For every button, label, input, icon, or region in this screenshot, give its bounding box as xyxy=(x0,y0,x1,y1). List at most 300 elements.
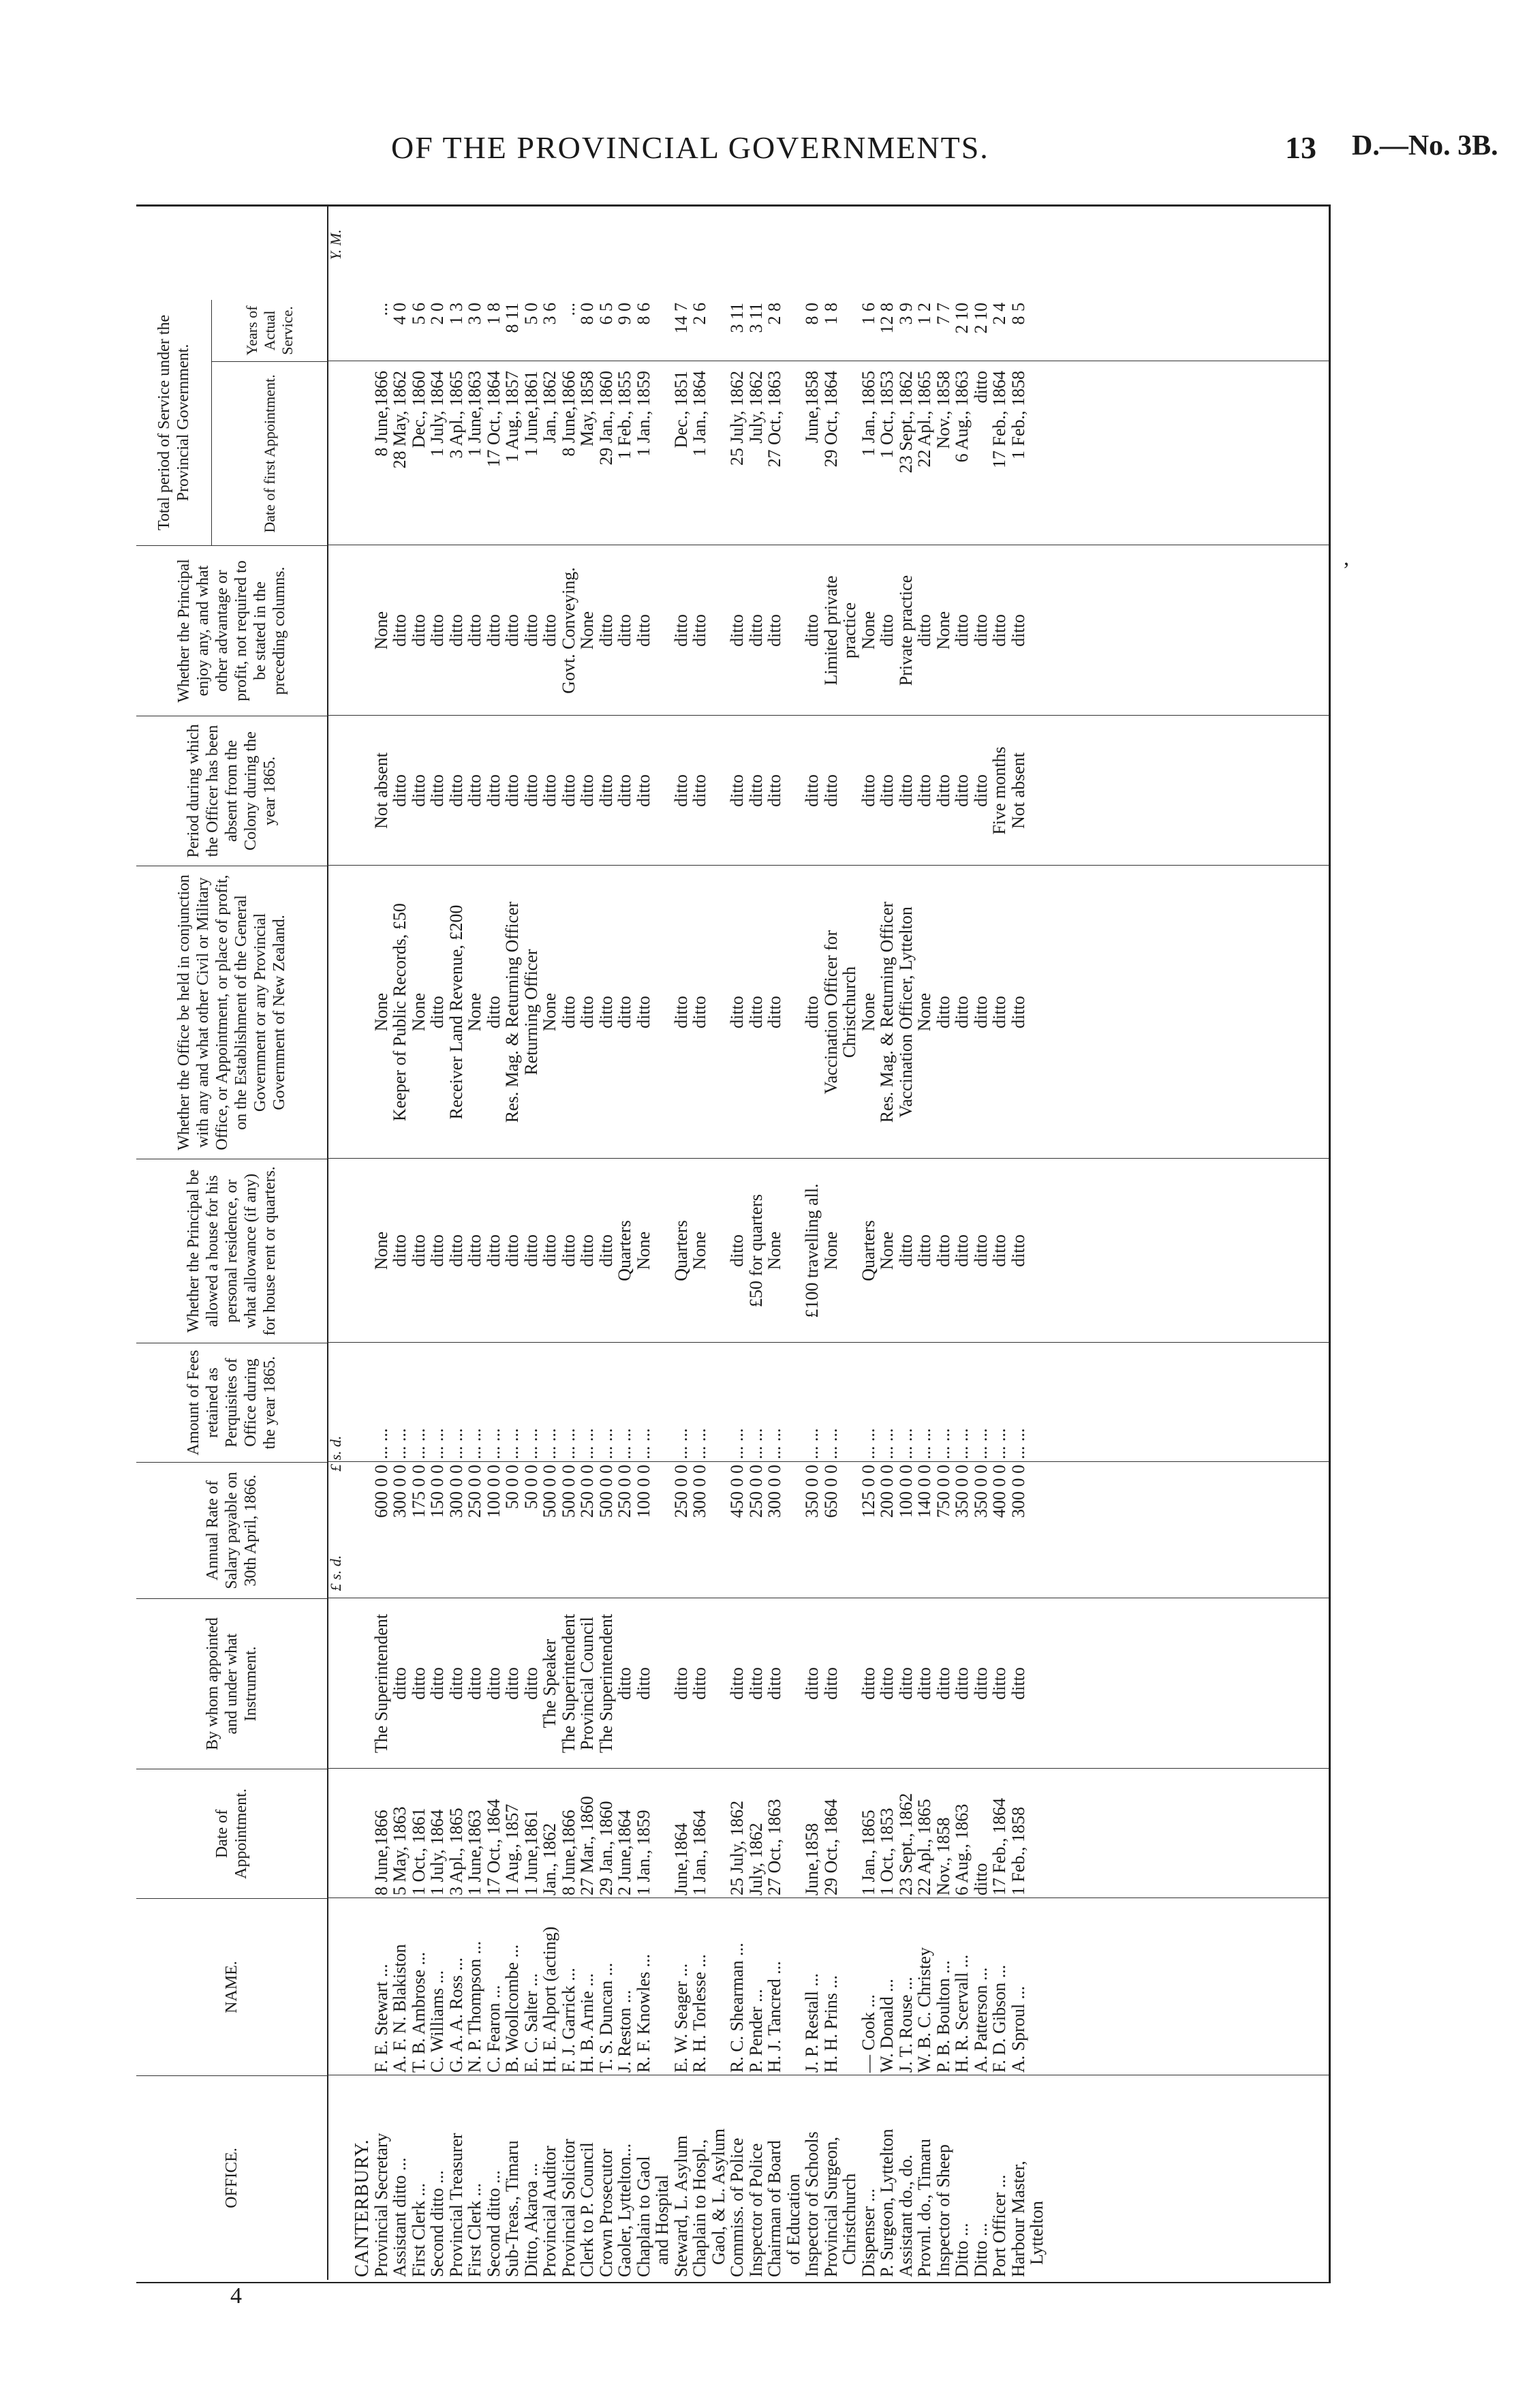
table-row xyxy=(878,204,897,2280)
cell-adv xyxy=(353,545,372,716)
cell-by: ditto xyxy=(465,1667,484,1700)
cell-date: 6 Aug., 1863 xyxy=(952,1803,972,1895)
cell-other: ditto xyxy=(558,996,578,1028)
cell-salary: 300 0 0 xyxy=(446,1465,466,1518)
cell-office: CANTERBURY. xyxy=(352,2139,373,2277)
cell-date: 1 Aug., 1857 xyxy=(502,1803,522,1895)
cell-other: None xyxy=(371,992,391,1032)
cell-first: 8 June,1866 xyxy=(558,371,578,457)
cell-adv: ditto xyxy=(596,614,616,647)
cell-absent: ditto xyxy=(502,774,522,807)
cell-salary: 500 0 0 xyxy=(558,1465,578,1518)
cell-by: ditto xyxy=(895,1667,916,1700)
cell-salary: 125 0 0 xyxy=(858,1465,878,1518)
cell-by: ditto xyxy=(858,1667,878,1700)
table-row xyxy=(634,204,653,2280)
cell-service: 8 11 xyxy=(502,303,522,333)
cell-house: Quarters xyxy=(615,1220,634,1281)
cell-adv xyxy=(709,545,728,716)
table-row xyxy=(484,204,504,2280)
cell-by: ditto xyxy=(914,1667,934,1700)
cell-office: Provincial Solicitor xyxy=(558,2139,578,2277)
cell-date: 23 Sept., 1862 xyxy=(895,1793,916,1895)
cell-fees xyxy=(1028,1343,1047,1462)
cell-other: ditto xyxy=(427,996,447,1028)
cell-name: F. J. Garrick ... xyxy=(558,1968,578,2073)
cell-office: Ditto ... xyxy=(970,2223,991,2277)
table-row xyxy=(390,204,410,2280)
cell-fees: ... ... xyxy=(914,1428,934,1459)
cell-first: Jan., 1862 xyxy=(540,371,559,444)
table-row xyxy=(540,204,559,2280)
cell-house xyxy=(1028,1159,1047,1343)
cell-service xyxy=(353,300,372,361)
cell-name xyxy=(709,1898,728,2075)
cell-fees: ... ... xyxy=(802,1428,822,1459)
cell-by: The Speaker xyxy=(540,1639,559,1728)
cell-fees: ... ... xyxy=(970,1428,991,1459)
col-advantage: Whether the Principal enjoy any, and what other advantage or profit, not required to be stated in the preceding columns. xyxy=(136,545,327,716)
cell-absent: ditto xyxy=(858,774,878,807)
cell-other: ditto xyxy=(802,996,822,1028)
cell-name: H. B. Arnie ... xyxy=(577,1973,597,2073)
cell-fees: ... ... xyxy=(764,1428,784,1459)
cell-by: ditto xyxy=(820,1667,841,1700)
cell-adv: ditto xyxy=(952,614,972,647)
cell-first: July, 1862 xyxy=(745,371,766,444)
cell-fees: ... ... xyxy=(371,1428,391,1459)
cell-by xyxy=(1028,1598,1047,1769)
cell-name xyxy=(353,1898,372,2075)
cell-other: ditto xyxy=(952,996,972,1028)
cell-service: 8 0 xyxy=(577,303,597,325)
cell-name: B. Woollcombe ... xyxy=(502,1944,522,2073)
table-row xyxy=(578,204,597,2280)
cell-by: ditto xyxy=(633,1667,653,1700)
table-body xyxy=(353,204,1047,2280)
cell-date: Nov., 1858 xyxy=(933,1817,953,1895)
cell-by: ditto xyxy=(483,1667,504,1700)
cell-house: Quarters xyxy=(670,1220,691,1281)
cell-house: ditto xyxy=(933,1234,953,1267)
cell-house xyxy=(840,1159,859,1343)
cell-date: July, 1862 xyxy=(745,1823,766,1895)
rotated-table xyxy=(136,204,1329,2280)
units-row xyxy=(327,204,350,2280)
cell-salary xyxy=(784,1462,803,1598)
document-reference: D.—No. 3B. xyxy=(1352,130,1498,162)
table-row xyxy=(597,204,616,2280)
cell-absent: ditto xyxy=(802,774,822,807)
cell-service: 3 6 xyxy=(540,303,559,325)
cell-salary: 200 0 0 xyxy=(877,1465,897,1518)
table-row xyxy=(934,204,953,2280)
cell-adv: ditto xyxy=(540,614,559,647)
cell-office: and Hospital xyxy=(652,2174,672,2265)
salary-units: £ s. d. xyxy=(327,1555,344,1591)
table-row xyxy=(428,204,447,2280)
cell-date: 1 Jan., 1859 xyxy=(633,1810,653,1895)
table-row xyxy=(653,204,672,2280)
cell-date: 3 Apl., 1865 xyxy=(446,1808,466,1895)
cell-adv xyxy=(784,545,803,716)
cell-absent: Not absent xyxy=(1008,752,1028,829)
cell-salary: 250 0 0 xyxy=(577,1465,597,1518)
cell-first xyxy=(1028,361,1047,545)
col-total-service xyxy=(136,300,327,545)
cell-absent: ditto xyxy=(727,774,747,807)
cell-absent: ditto xyxy=(970,774,991,807)
cell-house: ditto xyxy=(970,1234,991,1267)
cell-first xyxy=(840,361,859,545)
cell-by: ditto xyxy=(727,1667,747,1700)
cell-house: None xyxy=(820,1231,841,1270)
cell-adv: ditto xyxy=(521,614,541,647)
section-row xyxy=(353,204,372,2280)
table-row xyxy=(559,204,578,2280)
cell-by: ditto xyxy=(933,1667,953,1700)
cell-adv: Private practice xyxy=(895,575,916,686)
col-salary: Annual Rate of Salary payable on 30th April, 1866. xyxy=(136,1462,327,1598)
cell-first: 29 Oct., 1864 xyxy=(820,371,841,468)
table-row xyxy=(915,204,934,2280)
cell-service: 2 10 xyxy=(970,303,991,334)
cell-first: June,1858 xyxy=(802,371,822,444)
cell-absent: ditto xyxy=(521,774,541,807)
cell-house: £50 for quarters xyxy=(745,1193,766,1308)
cell-absent: ditto xyxy=(615,774,634,807)
cell-fees: ... ... xyxy=(483,1428,504,1459)
cell-fees: ... ... xyxy=(408,1428,429,1459)
cell-fees: ... ... xyxy=(895,1428,916,1459)
cell-adv: None xyxy=(858,611,878,650)
table-row xyxy=(615,204,634,2280)
cell-adv: ditto xyxy=(465,614,484,647)
page-header xyxy=(0,129,1529,184)
cell-salary: 50 0 0 xyxy=(502,1465,522,1509)
cell-salary: 100 0 0 xyxy=(895,1465,916,1518)
cell-salary: 400 0 0 xyxy=(989,1465,1009,1518)
cell-name: R. F. Knowles ... xyxy=(633,1953,653,2073)
cell-office: Inspector of Schools xyxy=(802,2131,822,2277)
cell-adv: ditto xyxy=(802,614,822,647)
cell-date: 17 Oct., 1864 xyxy=(483,1799,504,1895)
cell-by xyxy=(653,1598,672,1769)
cell-absent xyxy=(653,716,672,866)
table-row xyxy=(372,204,391,2280)
cell-date: June,1858 xyxy=(802,1823,822,1895)
cell-date: 29 Jan., 1860 xyxy=(596,1801,616,1895)
cell-other: ditto xyxy=(745,996,766,1028)
col-date: Date of Appointment. xyxy=(136,1769,327,1898)
cell-date: 1 Oct., 1861 xyxy=(408,1808,429,1895)
cell-service: ... xyxy=(558,303,578,316)
cell-adv: practice xyxy=(839,602,859,659)
cell-name: H. R. Scervall ... xyxy=(952,1954,972,2073)
cell-absent: ditto xyxy=(577,774,597,807)
stray-mark: , xyxy=(1344,545,1349,570)
cell-first: 25 July, 1862 xyxy=(727,371,747,466)
cell-house xyxy=(653,1159,672,1343)
cell-fees xyxy=(653,1343,672,1462)
cell-fees xyxy=(353,1343,372,1462)
cell-service: 8 6 xyxy=(633,303,653,325)
cell-salary: 350 0 0 xyxy=(802,1465,822,1518)
cell-first: 1 June,1861 xyxy=(521,371,541,457)
cell-other: ditto xyxy=(596,996,616,1028)
cell-adv: ditto xyxy=(670,614,691,647)
table-row xyxy=(709,204,728,2280)
cell-adv: ditto xyxy=(727,614,747,647)
cell-fees: ... ... xyxy=(465,1428,484,1459)
table-row xyxy=(1009,204,1028,2280)
cell-name xyxy=(784,1898,803,2075)
cell-service: 2 8 xyxy=(764,303,784,325)
cell-fees: ... ... xyxy=(745,1428,766,1459)
cell-fees: ... ... xyxy=(633,1428,653,1459)
cell-house xyxy=(784,1159,803,1343)
cell-absent: ditto xyxy=(914,774,934,807)
cell-absent: ditto xyxy=(483,774,504,807)
cell-other: ditto xyxy=(577,996,597,1028)
table-row xyxy=(465,204,484,2280)
table-row xyxy=(747,204,766,2280)
cell-office: Chaplain to Hospl., xyxy=(690,2139,709,2277)
cell-service: 5 0 xyxy=(521,303,541,325)
cell-other: ditto xyxy=(764,996,784,1028)
cell-absent: Five months xyxy=(989,746,1009,835)
cell-salary xyxy=(653,1462,672,1598)
cell-fees: ... ... xyxy=(727,1428,747,1459)
cell-service: 1 8 xyxy=(820,303,841,325)
cell-first xyxy=(653,361,672,545)
cell-adv: ditto xyxy=(446,614,466,647)
cell-date: 8 June,1866 xyxy=(371,1810,391,1895)
cell-first: Nov., 1858 xyxy=(933,371,953,449)
cell-office: Chaplain to Gaol xyxy=(633,2156,653,2277)
cell-absent: ditto xyxy=(745,774,766,807)
cell-office: of Education xyxy=(783,2174,803,2265)
cell-other: ditto xyxy=(933,996,953,1028)
col-other-office: Whether the Office be held in conjunction with any and what other Civil or Military Office, or Appointment, or place of profit, on the Establishment of the General Government or any Provincial Government of New Zealand. xyxy=(136,866,327,1159)
cell-date: 5 May, 1863 xyxy=(390,1806,410,1895)
cell-name: P. B. Boulton ... xyxy=(933,1960,953,2073)
cell-office: Inspector of Sheep xyxy=(933,2144,953,2277)
cell-date: June,1864 xyxy=(670,1823,691,1895)
col-absence: Period during which the Officer has been absent from the Colony during the year 1865. xyxy=(136,716,327,866)
cell-first xyxy=(709,361,728,545)
cell-service xyxy=(653,300,672,361)
cell-salary: 650 0 0 xyxy=(820,1465,841,1518)
cell-other: Res. Mag. & Returning Officer xyxy=(877,901,897,1123)
cell-salary: 250 0 0 xyxy=(465,1465,484,1518)
cell-name: C. Williams ... xyxy=(427,1970,447,2073)
cell-house: ditto xyxy=(540,1234,559,1267)
cell-salary: 500 0 0 xyxy=(596,1465,616,1518)
cell-other: None xyxy=(858,992,878,1032)
cell-fees: ... ... xyxy=(446,1428,466,1459)
cell-by xyxy=(840,1598,859,1769)
cell-other: Receiver Land Revenue, £200 xyxy=(446,904,466,1120)
cell-office: Ditto, Akaroa ... xyxy=(521,2163,541,2277)
cell-date: 1 June,1863 xyxy=(465,1810,484,1895)
cell-absent: ditto xyxy=(952,774,972,807)
cell-service: 5 6 xyxy=(408,303,429,325)
cell-first: 1 Oct., 1853 xyxy=(877,371,897,459)
cell-other: ditto xyxy=(989,996,1009,1028)
col-fees: Amount of Fees retained as Perquisites of Office during the year 1865. xyxy=(136,1343,327,1462)
cell-fees xyxy=(709,1343,728,1462)
cell-adv: ditto xyxy=(1008,614,1028,647)
cell-first: ditto xyxy=(970,371,991,403)
table-row xyxy=(1028,204,1047,2280)
cell-other xyxy=(353,866,372,1159)
cell-first: 6 Aug., 1863 xyxy=(952,371,972,463)
table-row xyxy=(784,204,803,2280)
years-units: Y. M. xyxy=(327,229,344,260)
table-row xyxy=(859,204,878,2280)
column-headers xyxy=(136,204,328,2280)
cell-salary: 250 0 0 xyxy=(615,1465,634,1518)
cell-service: 7 7 xyxy=(933,303,953,325)
cell-by: ditto xyxy=(615,1667,634,1700)
cell-house: ditto xyxy=(895,1234,916,1267)
cell-by: ditto xyxy=(952,1667,972,1700)
cell-first: 1 Feb., 1858 xyxy=(1008,371,1028,459)
cell-by: The Superintendent xyxy=(596,1613,616,1754)
cell-house: None xyxy=(877,1231,897,1270)
table-row xyxy=(840,204,859,2280)
cell-salary xyxy=(1028,1462,1047,1598)
cell-adv: Govt. Conveying. xyxy=(558,567,578,694)
cell-date: 27 Mar., 1860 xyxy=(577,1796,597,1895)
cell-absent: ditto xyxy=(877,774,897,807)
cell-salary: 140 0 0 xyxy=(914,1465,934,1518)
cell-name: R. C. Shearman ... xyxy=(727,1942,747,2073)
cell-name: R. H. Torlesse ... xyxy=(690,1954,709,2073)
cell-office: Clerk to P. Council xyxy=(577,2142,597,2277)
cell-name: H. J. Tancred ... xyxy=(764,1961,784,2073)
table-row xyxy=(728,204,747,2280)
cell-fees: ... ... xyxy=(427,1428,447,1459)
cell-by xyxy=(353,1598,372,1769)
cell-first: 1 Feb., 1855 xyxy=(615,371,634,459)
cell-office: Provincial Secretary xyxy=(371,2133,391,2277)
cell-date xyxy=(709,1769,728,1898)
table-row xyxy=(503,204,522,2280)
cell-by xyxy=(709,1598,728,1769)
cell-absent: ditto xyxy=(427,774,447,807)
cell-name: T. B. Ambrose ... xyxy=(408,1951,429,2073)
cell-absent: ditto xyxy=(408,774,429,807)
cell-name: G. A. A. Ross ... xyxy=(446,1957,466,2073)
cell-salary: 250 0 0 xyxy=(670,1465,691,1518)
table-row xyxy=(522,204,541,2280)
cell-date: Jan., 1862 xyxy=(540,1823,559,1895)
cell-other: Vaccination Officer, Lyttelton xyxy=(895,906,916,1118)
cell-other: ditto xyxy=(483,996,504,1028)
cell-office: Provincial Treasurer xyxy=(446,2133,466,2277)
cell-by: The Superintendent xyxy=(371,1613,391,1754)
cell-by: ditto xyxy=(502,1667,522,1700)
cell-absent: ditto xyxy=(465,774,484,807)
cell-house xyxy=(709,1159,728,1343)
cell-house: ditto xyxy=(596,1234,616,1267)
cell-office: Crown Prosecutor xyxy=(596,2148,616,2277)
cell-salary: 350 0 0 xyxy=(970,1465,991,1518)
table-row xyxy=(972,204,991,2280)
cell-name: F. D. Gibson ... xyxy=(989,1964,1009,2073)
cell-salary: 450 0 0 xyxy=(727,1465,747,1518)
cell-by: ditto xyxy=(390,1667,410,1700)
cell-adv: ditto xyxy=(764,614,784,647)
cell-fees: ... ... xyxy=(540,1428,559,1459)
cell-absent: ditto xyxy=(596,774,616,807)
cell-other: None xyxy=(540,992,559,1032)
cell-by: ditto xyxy=(970,1667,991,1700)
cell-by: ditto xyxy=(745,1667,766,1700)
cell-adv: ditto xyxy=(427,614,447,647)
cell-adv: ditto xyxy=(690,614,709,647)
cell-name xyxy=(1028,1898,1047,2075)
cell-service: 1 2 xyxy=(914,303,934,325)
cell-first: Dec., 1860 xyxy=(408,371,429,448)
col-house: Whether the Principal be allowed a house for his personal residence, or what allowance (if any) for house rent or quarters. xyxy=(136,1159,327,1343)
table-row xyxy=(672,204,691,2280)
cell-office: First Clerk ... xyxy=(408,2183,429,2277)
cell-name: H. H. Prins ... xyxy=(820,1975,841,2073)
cell-fees: ... ... xyxy=(502,1428,522,1459)
col-first-appointment: Date of first Appointment. xyxy=(212,361,328,545)
cell-other: ditto xyxy=(970,996,991,1028)
cell-by: ditto xyxy=(408,1667,429,1700)
cell-name: C. Fearon ... xyxy=(483,1985,504,2073)
cell-office: Steward, L. Asylum xyxy=(670,2135,691,2277)
cell-service: 4 0 xyxy=(390,303,410,325)
cell-house: £100 travelling all. xyxy=(802,1183,822,1318)
cell-date: 29 Oct., 1864 xyxy=(820,1799,841,1895)
cell-by: ditto xyxy=(877,1667,897,1700)
cell-name: N. P. Thompson ... xyxy=(465,1940,484,2073)
cell-by: ditto xyxy=(989,1667,1009,1700)
cell-first: 1 June,1863 xyxy=(465,371,484,457)
cell-name: H. E. Alport (acting) xyxy=(540,1926,559,2073)
cell-salary: 150 0 0 xyxy=(427,1465,447,1518)
cell-house: ditto xyxy=(989,1234,1009,1267)
cell-adv: None xyxy=(577,611,597,650)
cell-fees: ... ... xyxy=(820,1428,841,1459)
cell-adv: ditto xyxy=(989,614,1009,647)
cell-other: Christchurch xyxy=(839,966,859,1058)
cell-salary: 175 0 0 xyxy=(408,1465,429,1518)
cell-absent: ditto xyxy=(670,774,691,807)
cell-fees: ... ... xyxy=(670,1428,691,1459)
cell-name: T. S. Duncan ... xyxy=(596,1962,616,2073)
cell-by: ditto xyxy=(521,1667,541,1700)
cell-salary: 50 0 0 xyxy=(521,1465,541,1509)
cell-fees xyxy=(840,1343,859,1462)
cell-service xyxy=(784,300,803,361)
cell-absent: ditto xyxy=(446,774,466,807)
cell-first: 1 Jan., 1865 xyxy=(858,371,878,457)
cell-office: Port Officer ... xyxy=(989,2174,1009,2277)
cell-by: ditto xyxy=(764,1667,784,1700)
cell-adv: ditto xyxy=(408,614,429,647)
cell-house: ditto xyxy=(408,1234,429,1267)
cell-first: 1 Jan., 1864 xyxy=(690,371,709,457)
cell-house: ditto xyxy=(427,1234,447,1267)
table-row xyxy=(953,204,972,2280)
